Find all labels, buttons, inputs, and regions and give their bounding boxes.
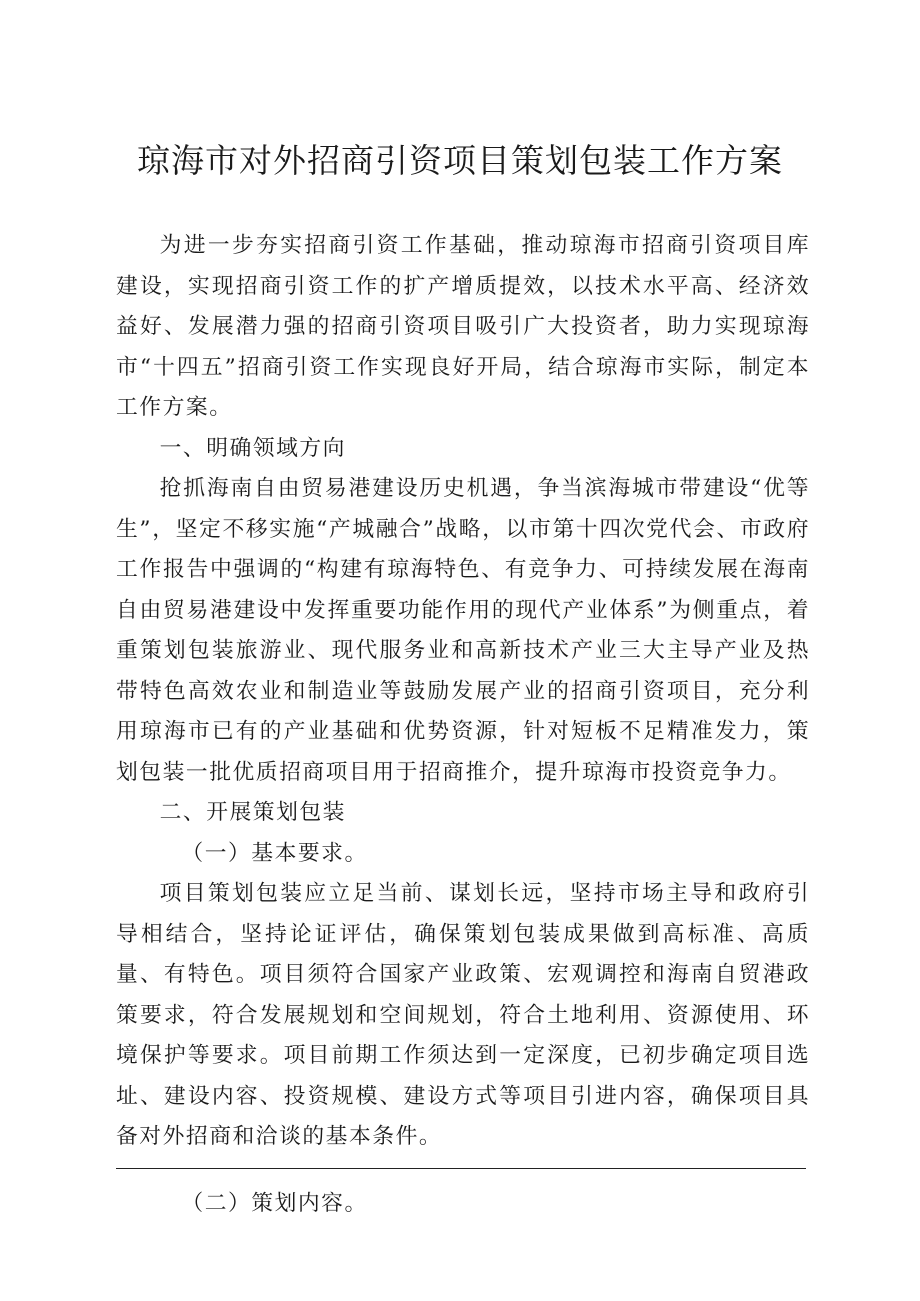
section-1-paragraph: 抢抓海南自由贸易港建设历史机遇，争当滨海城市带建设“优等生”，坚定不移实施“产城融合”战略，以市第十四次党代会、市政府工作报告中强调的“构建有琼海特色、有竞争力、可持续发展在海南自由贸易港建设中发挥重要功能作用的现代产业体系”为侧重点，着重策划包装旅游业、现代服务业和高新技术产业三大主导产业及热带特色高效农业和制造业等鼓励发展产业的招商引资项目，充分利用琼海市已有的产业基础和优势资源，针对短板不足精准发力，策划包装一批优质招商项目用于招商推介，提升琼海市投资竞争力。 bbox=[116, 476, 810, 785]
subsection-heading-1: （一）基本要求。 bbox=[181, 840, 368, 866]
section-heading-2: 二、开展策划包装 bbox=[159, 800, 346, 825]
page-divider-line bbox=[116, 1168, 806, 1169]
section-heading-1: 一、明确领域方向 bbox=[159, 435, 346, 461]
document-title: 琼海市对外招商引资项目策划包装工作方案 bbox=[137, 141, 783, 180]
document-body bbox=[116, 226, 810, 1158]
subsection-heading-2: （二）策划内容。 bbox=[181, 1191, 368, 1216]
subsection-1-paragraph: 项目策划包装应立足当前、谋划长远，坚持市场主导和政府引导相结合，坚持论证评估，确保策划包装成果做到高标准、高质量、有特色。项目须符合国家产业政策、宏观调控和海南自贸港政策要求，符合发展规划和空间规划，符合土地利用、资源使用、环境保护等要求。项目前期工作须达到一定深度，已初步确定项目选址、建设内容、投资规模、建设方式等项目引进内容，确保项目具备对外招商和洽谈的基本条件。 bbox=[116, 881, 810, 1149]
continued-section bbox=[116, 1184, 810, 1225]
intro-paragraph: 为进一步夯实招商引资工作基础，推动琼海市招商引资项目库建设，实现招商引资工作的扩产增质提效，以技术水平高、经济效益好、发展潜力强的招商引资项目吸引广大投资者，助力实现琼海市“十四五”招商引资工作实现良好开局，结合琼海市实际，制定本工作方案。 bbox=[116, 233, 810, 420]
